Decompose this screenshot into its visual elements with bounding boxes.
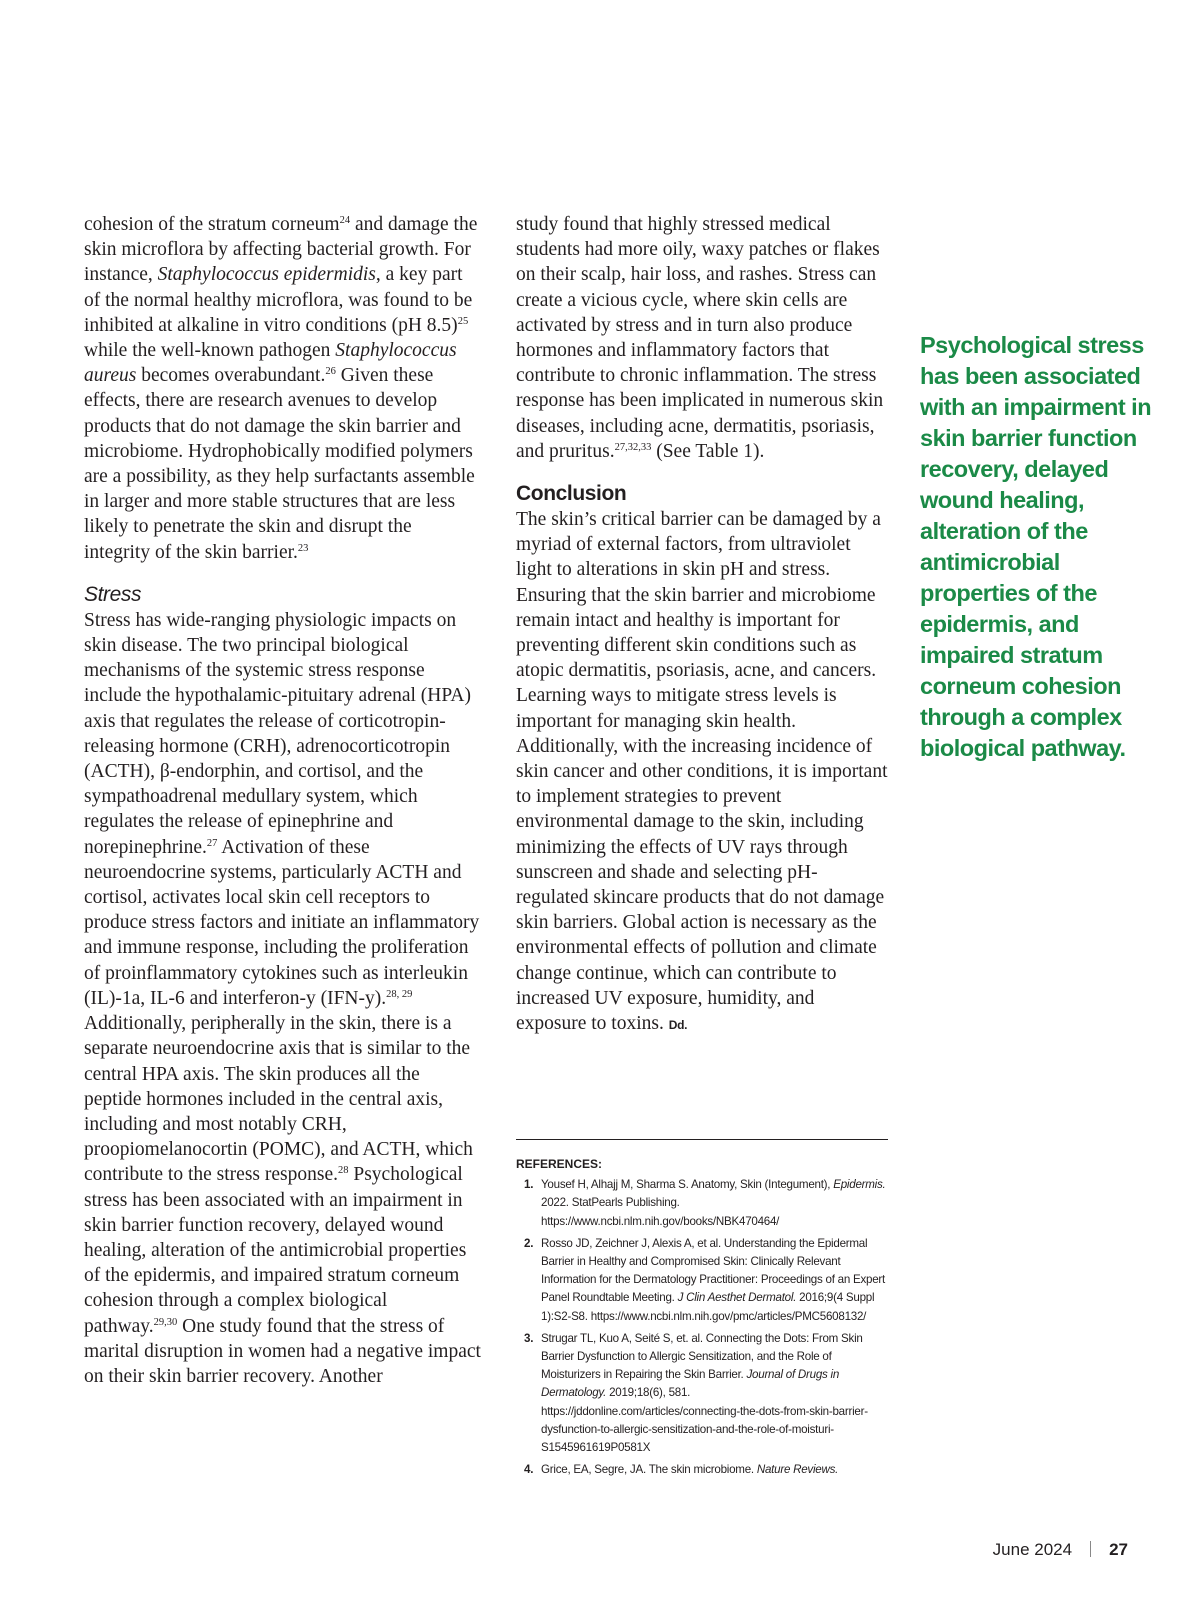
reference-item: 2. Rosso JD, Zeichner J, Alexis A, et al. Understanding the Epidermal Barrier in Healthy and Compromised Skin: Clinically Relevant Information for the Dermatology Practitioner: Proceedings of an Expert Panel Roundtable Meeting. J Clin Aesthet Dermatol. 2016;9(4 Suppl 1):S2-S8. https://www.ncbi.nlm.nih.gov/pmc/articles/PMC5608132/ bbox=[524, 1236, 886, 1323]
body-paragraph: cohesion of the stratum corneum$^{24}$ and damage the skin microflora by affecting bacterial growth. For instance, Staphylococcus epidermidis, a key part of the normal healthy microflora, was found to be inhibited at alkaline in vitro conditions (pH 8.5)$^{25}$ while the well-known pathogen Staphylococcus aureus becomes overabundant.$^{26}$ Given these effects, there are research avenues to develop products that do not damage the skin barrier and microbiome. Hydrophobically modified polymers are a possibility, as they help surfactants assemble in larger and more stable structures that are less likely to penetrate the skin and disrupt the integrity of the skin barrier.$^{23}$ bbox=[84, 214, 478, 563]
issue-date: June 2024 bbox=[992, 1540, 1073, 1559]
section-heading-stress: Stress bbox=[84, 582, 142, 606]
body-paragraph: Stress has wide-ranging physiologic impacts on skin disease. The two principal biological mechanisms of the systemic stress response include the hypothalamic-pituitary adrenal (HPA) axis that regulates the release of corticotropin-releasing hormone (CRH), adrenocorticotropin (ACTH), β-endorphin, and cortisol, and the sympathoadrenal medullary system, which regulates the release of epinephrine and norepinephrine.$^{27}$ Activation of these neuroendocrine systems, particularly ACTH and cortisol, activates local skin cell receptors to produce stress factors and initiate an inflammatory and immune response, including the proliferation of proinflammatory cytokines such as interleukin (IL)-1a, IL-6 and interferon-y (IFN-y).$^{28, 29}$ Additionally, peripherally in the skin, there is a separate neuroendocrine axis that is similar to the central HPA axis. The skin produces all the peptide hormones included in the central axis, including and most notably CRH, proopiomelanocortin (POMC), and ACTH, which contribute to the stress response.$^{28}$ Psychological stress has been associated with an impairment in skin barrier function recovery, delayed wound healing, alteration of the antimicrobial properties of the epidermis, and impaired stratum corneum cohesion through a complex biological pathway.$^{29,30}$ One study found that the stress of marital disruption in women had a negative impact on their skin barrier recovery. Another bbox=[84, 609, 481, 1387]
reference-item: 4. Grice, EA, Segre, JA. The skin microbiome. Nature Reviews. bbox=[524, 1463, 839, 1477]
left-column bbox=[84, 212, 482, 1389]
footer-separator bbox=[1090, 1541, 1091, 1557]
pull-quote: Psychological stress has been associated with an impairment in skin barrier function recovery, delayed wound healing, alteration of the antimicrobial properties of the epidermis, and impaired stratum corneum cohesion through a complex biological pathway. bbox=[920, 332, 1152, 761]
body-paragraph: The skin’s critical barrier can be damaged by a myriad of external factors, from ultraviolet light to alterations in skin pH and stress. Ensuring that the skin barrier and microbiome remain intact and healthy is important for preventing different skin conditions such as atopic dermatitis, psoriasis, acne, and cancers. Learning ways to mitigate stress levels is important for managing skin health. Additionally, with the increasing incidence of skin cancer and other conditions, it is important to implement strategies to prevent environmental damage to the skin, including minimizing the effects of UV rays through sunscreen and shade and selecting pH-regulated skincare products that do not damage skin barriers. Global action is necessary as the environmental effects of pollution and climate change continue, which can contribute to increased UV exposure, humidity, and exposure to toxins. Dd. bbox=[516, 509, 888, 1035]
right-column bbox=[516, 212, 888, 1038]
references-title: REFERENCES: bbox=[516, 1157, 603, 1171]
end-mark: Dd. bbox=[668, 1018, 688, 1033]
reference-item: 3. Strugar TL, Kuo A, Seité S, et. al. Connecting the Dots: From Skin Barrier Dysfunction to Allergic Sensitization, and the Role of Moisturizers in Repairing the Skin Barrier. Journal of Drugs in Dermatology. 2019;18(6), 581. https://jddonline.com/articles/connecting-the-dots-from-skin-barrier-dysfunction-to-allergic-sensitization-and-the-role-of-moisturi-S1545961619P0581X bbox=[524, 1331, 868, 1455]
reference-item: 1. Yousef H, Alhajj M, Sharma S. Anatomy, Skin (Integument), Epidermis. 2022. StatPearls Publishing. https://www.ncbi.nlm.nih.gov/books/NBK470464/ bbox=[524, 1178, 886, 1228]
page-footer bbox=[993, 1540, 1128, 1560]
body-paragraph: study found that highly stressed medical students had more oily, waxy patches or flakes on their scalp, hair loss, and rashes. Stress can create a vicious cycle, where skin cells are activated by stress and in turn also produce hormones and inflammatory factors that contribute to chronic inflammation. The stress response has been implicated in numerous skin diseases, including acne, dermatitis, psoriasis, and pruritus.$^{27,32,33}$ (See Table 1). bbox=[516, 214, 884, 462]
section-heading-conclusion: Conclusion bbox=[516, 482, 627, 506]
references-divider bbox=[516, 1139, 888, 1140]
page-number: 27 bbox=[1109, 1540, 1128, 1559]
references bbox=[516, 1155, 888, 1483]
